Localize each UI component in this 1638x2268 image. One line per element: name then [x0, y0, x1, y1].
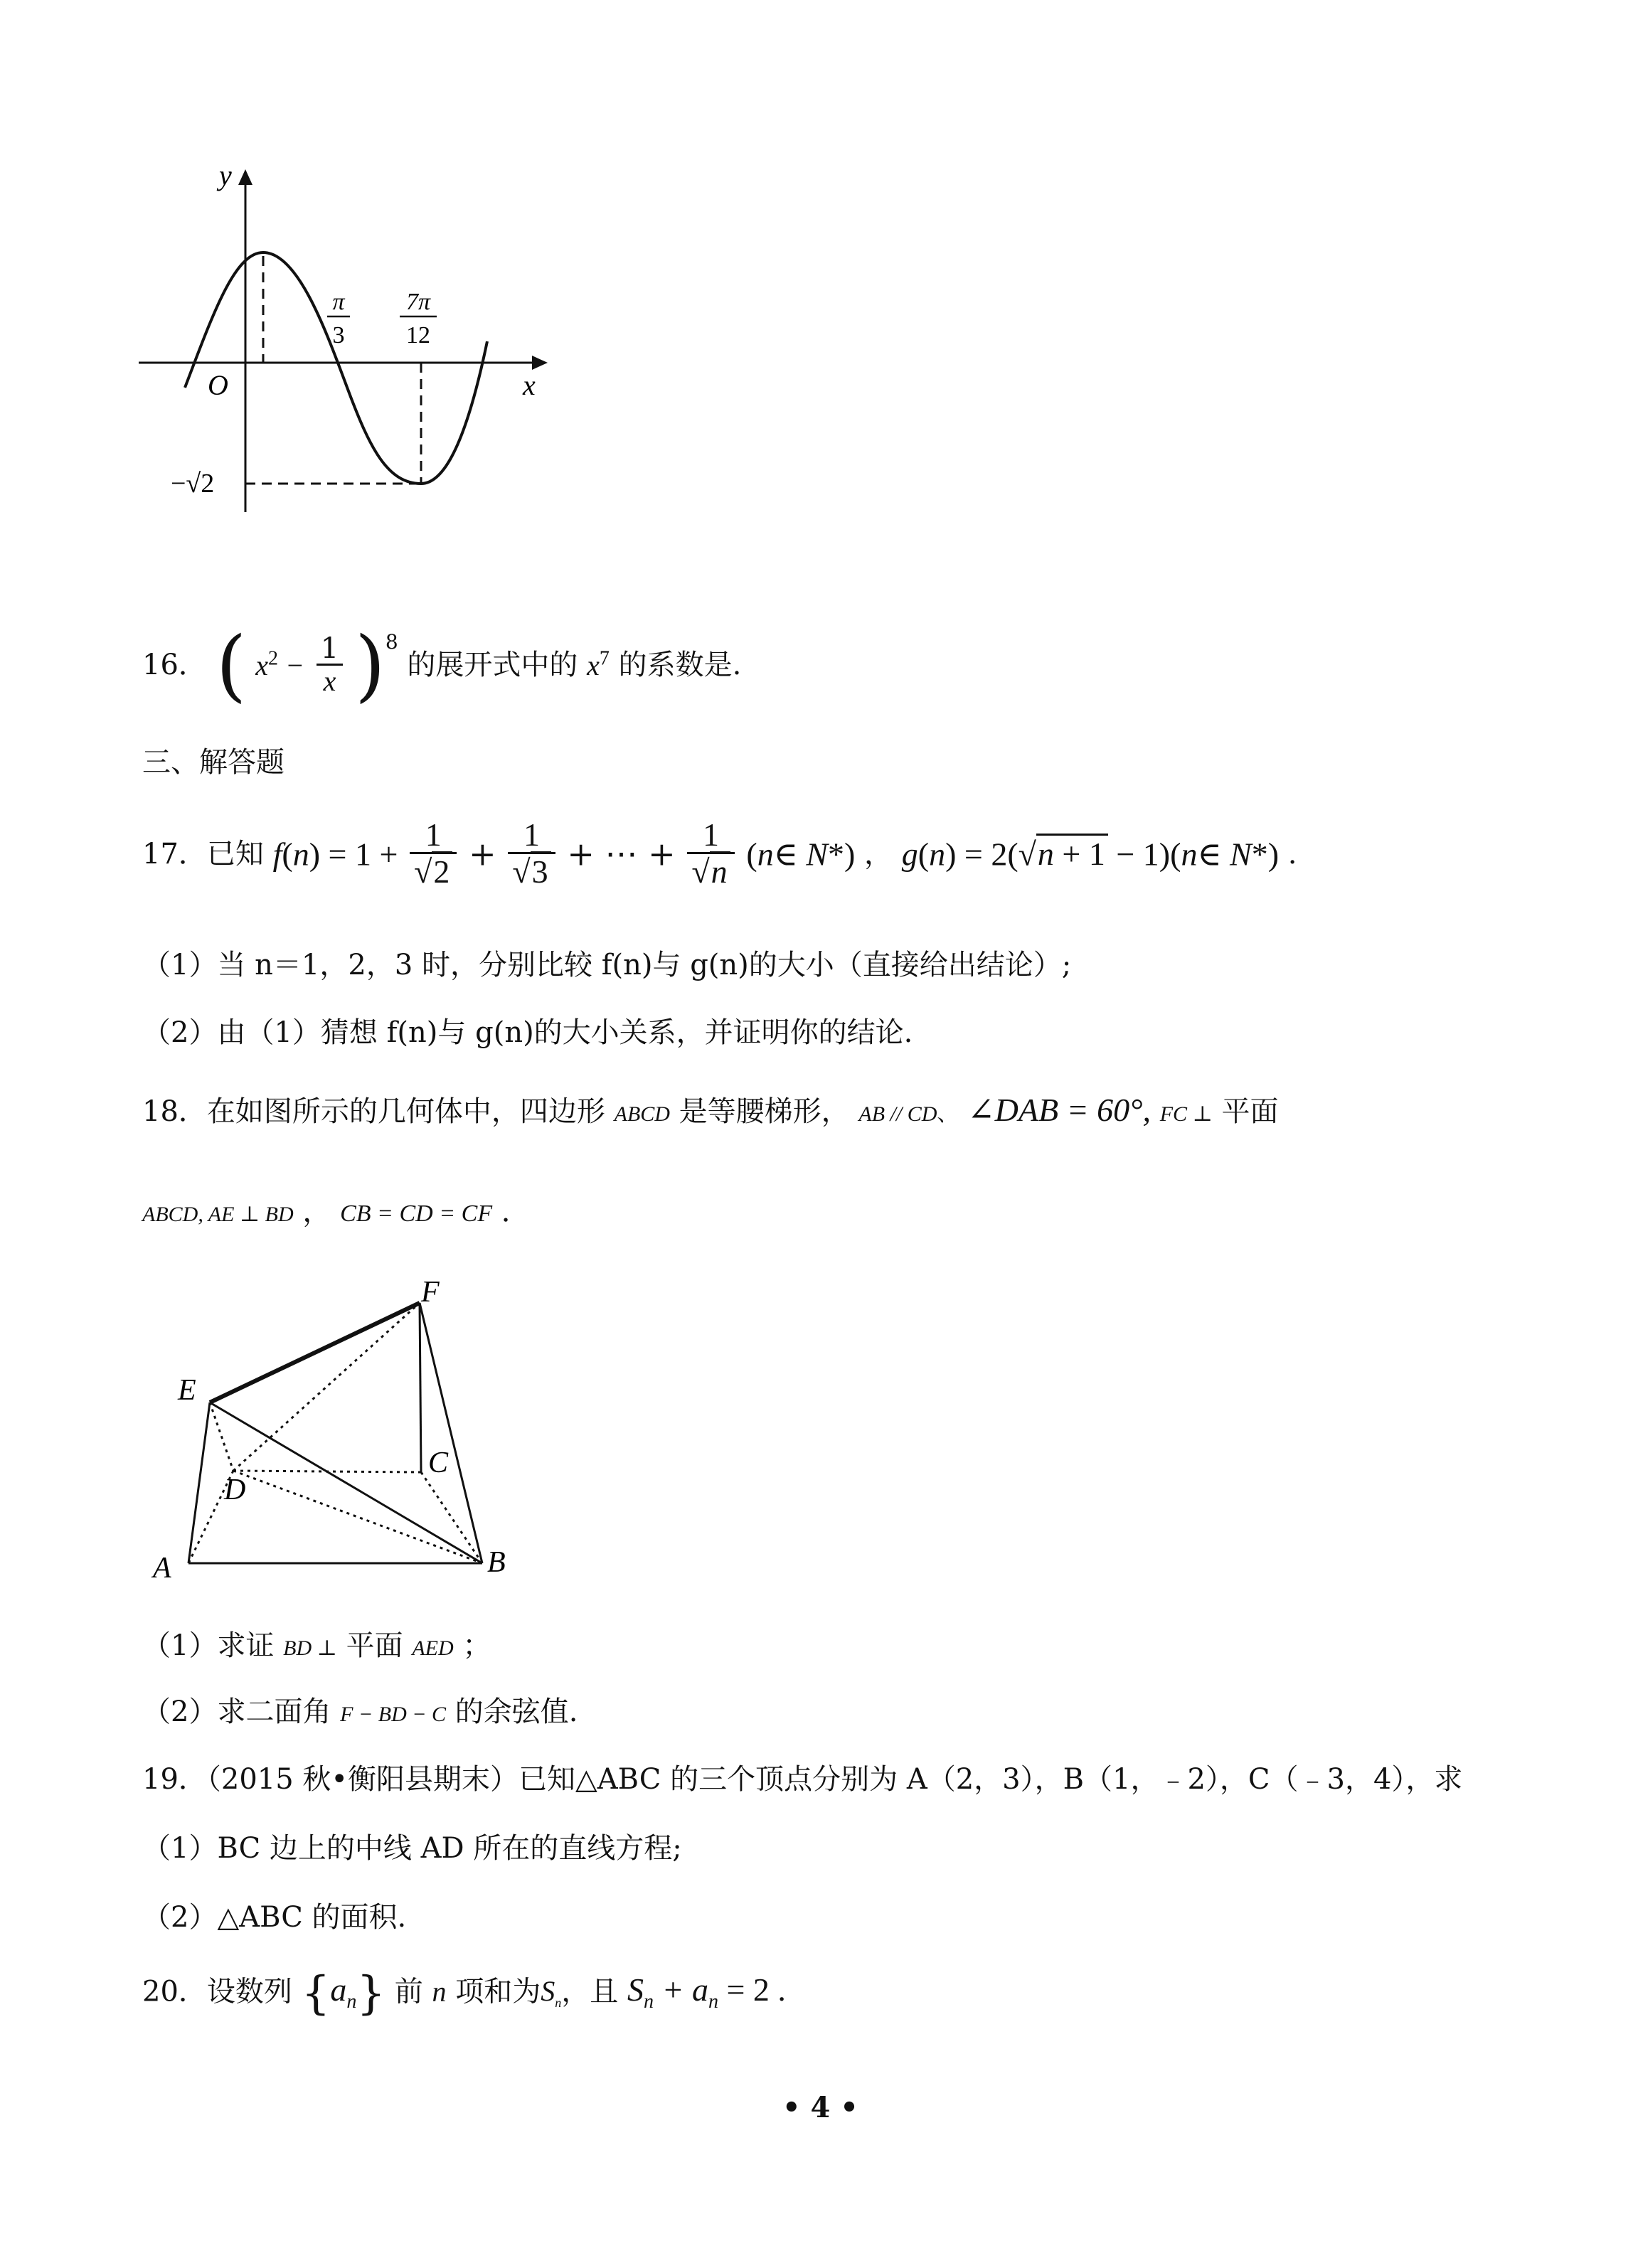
q18-line2-d: ．	[501, 1196, 530, 1228]
q16-x7: $x^7$	[587, 647, 610, 682]
question-16	[142, 619, 742, 718]
question-18-line-1: 18．在如图所示的几何体中，四边形 ABCD 是等腰梯形， AB // CD、 ∠DAB = 60°, FC ⊥ 平面	[142, 1092, 1279, 1128]
q17-frac-sqrt3: $\frac{1}{√3}$	[508, 818, 555, 890]
page-number: • 4 •	[782, 2091, 858, 2124]
q19-part-2: （2）△ABC 的面积.	[142, 1901, 407, 1934]
q17-part-1: （1）当 n＝1，2，3 时，分别比较 f(n)与 g(n)的大小（直接给出结论）;	[142, 949, 1072, 981]
q16-fraction: $\frac{1}{x}$	[317, 634, 343, 697]
q18-angle: ∠DAB = 60°,	[967, 1092, 1152, 1128]
q18-part2-end: 的余弦值.	[454, 1695, 578, 1728]
edge-DF	[233, 1303, 420, 1471]
q20-close-brace: }	[356, 1967, 386, 2020]
sine-graph-figure	[128, 156, 569, 526]
x-axis-label: x	[523, 369, 536, 401]
x-axis-arrow	[532, 356, 548, 370]
q20-open-brace: {	[301, 1967, 331, 2020]
q18-abcd: ABCD	[614, 1102, 670, 1126]
edge-FB	[420, 1303, 482, 1563]
q20-equation: $S_n + a_n = 2$ .	[627, 1971, 786, 2013]
edge-FC	[420, 1303, 421, 1472]
y-axis-arrow	[238, 169, 252, 185]
q18-is-trapezoid: 是等腰梯形，	[679, 1095, 850, 1128]
question-18-line-2	[142, 1195, 530, 1229]
q17-part-2: （2）由（1）猜想 f(n)与 g(n)的大小关系，并证明你的结论.	[142, 1016, 913, 1049]
q16-exponent: 8	[385, 630, 398, 654]
q20-sum-of: 项和为	[455, 1975, 541, 2008]
q18-part-2	[142, 1695, 578, 1729]
geometry-figure	[142, 1273, 541, 1600]
q17-domain-f: (n∈ N*)	[746, 836, 856, 873]
q18-part1-end: ；	[462, 1629, 491, 1662]
q20-an: $a_n$	[330, 1971, 357, 2013]
q16-close-paren: )	[354, 619, 385, 710]
q18-part2-angle: F − BD − C	[340, 1703, 446, 1726]
q18-part1-aed: AED	[412, 1636, 454, 1660]
sine-curve	[185, 252, 487, 484]
section-3-title: 三、解答题	[142, 746, 284, 779]
question-19: 19．（2015 秋•衡阳县期末）已知△ABC 的三个顶点分别为 A（2，3），B（1，﹣2），C（﹣3，4），求	[142, 1763, 1463, 1796]
tick-pi-3-den: 3	[332, 322, 345, 348]
q17-number: 17．已知	[142, 837, 264, 871]
q20-and: ，且	[561, 1975, 619, 2008]
q18-part-1	[142, 1629, 491, 1663]
q20-n: n	[432, 1975, 447, 2008]
label-A: A	[153, 1552, 171, 1585]
q17-f-def: f(n) = 1 +	[272, 836, 398, 873]
edge-EF	[210, 1303, 420, 1402]
q16-open-paren: (	[216, 619, 247, 710]
edge-CB	[421, 1472, 482, 1563]
q16-number: 16．	[142, 649, 207, 681]
y-min-label: −√2	[171, 469, 215, 499]
q20-number: 20．设数列	[142, 1975, 292, 2008]
tick-7pi-12-den: 12	[406, 322, 430, 348]
q18-line2-a: ABCD, AE ⊥ BD	[142, 1203, 294, 1226]
label-D: D	[224, 1474, 246, 1506]
edge-DC	[233, 1471, 421, 1472]
edge-EA	[188, 1402, 210, 1563]
q18-fc: FC ⊥	[1159, 1102, 1213, 1126]
q17-g-def: g(n) = 2(√n + 1 − 1)(n∈ N*)	[902, 834, 1279, 872]
label-E: E	[178, 1374, 196, 1407]
origin-label: O	[208, 369, 228, 401]
q18-part2-text: （2）求二面角	[142, 1695, 331, 1728]
question-20	[142, 1966, 786, 2021]
y-axis-label: y	[219, 159, 232, 191]
q16-text-a: 的展开式中的	[407, 649, 578, 681]
q16-text-b: 的系数是.	[618, 649, 742, 681]
tick-7pi-12-num: 7π	[405, 289, 431, 315]
q18-part1-text: （1）求证	[142, 1629, 275, 1662]
label-C: C	[428, 1447, 449, 1479]
q17-frac-sqrt2: $\frac{1}{√2}$	[410, 818, 457, 890]
question-17: 17．已知 f(n) = 1 + $\frac{1}{√2}$ + $\frac{1}{√3}$ + ⋯ + $\frac{1}{√n}$ (n∈ N*) ， g(n) = 2(√n + 1 − 1)(n∈ N*) .	[142, 816, 1297, 890]
edge-ED	[210, 1402, 233, 1471]
label-F: F	[421, 1276, 440, 1309]
edge-DB	[233, 1471, 482, 1563]
q17-frac-sqrtn: $\frac{1}{√n}$	[687, 818, 734, 890]
q18-part1-plane: 平面	[346, 1629, 403, 1662]
q20-sn: $S_n$	[541, 1975, 562, 2011]
q18-part1-bd: BD ⊥	[283, 1636, 337, 1660]
q18-number: 18．在如图所示的几何体中，四边形	[142, 1095, 605, 1128]
q16-x2: $x^2$ −	[255, 647, 305, 682]
q18-ab-cd: AB // CD	[858, 1102, 937, 1126]
q20-front: 前	[394, 1975, 423, 2008]
q18-line2-b: ，	[302, 1196, 331, 1228]
q18-line2-c: CB = CD = CF	[340, 1200, 493, 1227]
label-B: B	[487, 1546, 506, 1579]
q19-part-1: （1）BC 边上的中线 AD 所在的直线方程;	[142, 1832, 682, 1865]
edge-EB	[210, 1402, 482, 1563]
q18-plane: 平面	[1221, 1095, 1279, 1128]
tick-pi-3-num: π	[332, 289, 345, 315]
